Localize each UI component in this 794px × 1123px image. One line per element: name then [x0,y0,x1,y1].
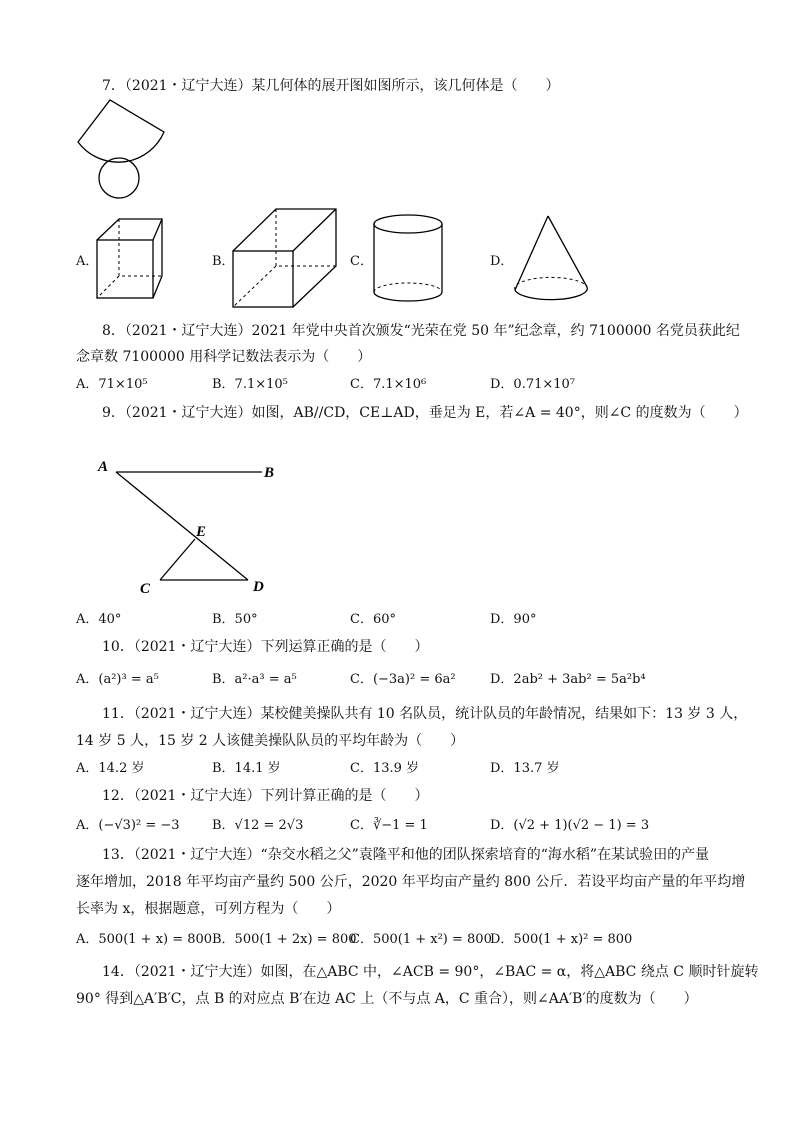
q8-option-c: C．7.1×10⁶ [350,377,427,392]
q12-option-d: D．(√2 + 1)(√2 − 1) = 3 [490,818,650,833]
point-label-a: A [98,459,109,475]
q11-option-b: B．14.1 岁 [212,761,281,776]
q10-option-c: C．(−3a)² = 6a² [350,672,456,687]
q7-option-d: D． [490,254,514,269]
q7-option-c: C． [350,254,373,269]
q12-option-c: C．∛−1 = 1 [350,818,428,833]
q10-option-a: A．(a²)³ = a⁵ [76,672,159,687]
point-label-d: D [253,579,264,595]
q8-stem-line2: 念章数 7100000 用科学记数法表示为（ ） [76,349,372,365]
q14-stem-line2: 90° 得到△A′B′C，点 B 的对应点 B′在边 AC 上（不与点 A，C 重合），则∠AA′B′的度数为（ ） [76,991,698,1007]
q12-stem: 12．（2021・辽宁大连）下列计算正确的是（ ） [102,788,429,804]
q9-option-b: B．50° [212,612,258,627]
q7-cube-figure [94,216,166,304]
q7-option-b: B． [212,254,235,269]
segment-ce [160,539,195,580]
q8-stem-line1: 8．（2021・辽宁大连）2021 年党中央首次颁发“光荣在党 50 年”纪念章，约 7100000 名党员获此纪 [102,323,740,339]
q13-stem-line1: 13．（2021・辽宁大连）“杂交水稻之父”袁隆平和他的团队探索培育的“海水稻”在某试验田的产量 [102,847,710,863]
point-label-b: B [264,465,275,481]
q11-stem-line1: 11．（2021・辽宁大连）某校健美操队共有 10 名队员，统计队员的年龄情况，结果如下：13 岁 3 人， [102,706,748,722]
q11-option-a: A．14.2 岁 [76,761,145,776]
q13-option-d: D．500(1 + x)² = 800 [490,932,633,947]
q11-option-c: C．13.9 岁 [350,761,420,776]
q13-option-c: C．500(1 + x²) = 800 [350,932,492,947]
q13-option-a: A．500(1 + x) = 800 [76,932,213,947]
q13-option-b: B．500(1 + 2x) = 800 [212,932,357,947]
q10-option-d: D．2ab² + 3ab² = 5a²b⁴ [490,672,646,687]
q11-stem-line2: 14 岁 5 人，15 岁 2 人该健美操队队员的平均年龄为（ ） [76,733,465,749]
q12-option-b: B．√12 = 2√3 [212,818,304,833]
q9-geometry-figure [92,452,282,602]
point-label-c: C [140,581,151,597]
q8-option-a: A．71×10⁵ [76,377,148,392]
q7-cuboid-figure [230,206,340,310]
q8-option-b: B．7.1×10⁵ [212,377,288,392]
q14-stem-line1: 14．（2021・辽宁大连）如图，在△ABC 中，∠ACB = 90°，∠BAC = α，将△ABC 绕点 C 顺时针旋转 [102,964,759,980]
segment-ad [116,472,248,580]
q13-stem-line3: 长率为 x，根据题意，可列方程为（ ） [76,901,341,917]
q9-option-c: C．60° [350,612,396,627]
q7-cylinder-figure [368,212,450,304]
q10-stem: 10．（2021・辽宁大连）下列运算正确的是（ ） [102,639,429,655]
q9-option-d: D．90° [490,612,537,627]
q13-stem-line2: 逐年增加，2018 年平均亩产量约 500 公斤，2020 年平均亩产量约 800 公斤．若设平均亩产量的年平均增 [76,874,746,890]
q10-option-b: B．a²·a³ = a⁵ [212,672,297,687]
q9-option-a: A．40° [76,612,122,627]
q12-option-a: A．(−√3)² = −3 [76,818,180,833]
q7-cone-figure [512,212,592,304]
q8-option-d: D．0.71×10⁷ [490,377,576,392]
q11-option-d: D．13.7 岁 [490,761,560,776]
q7-stem: 7．（2021・辽宁大连）某几何体的展开图如图所示，该几何体是（ ） [102,78,560,94]
q9-stem: 9．（2021・辽宁大连）如图，AB//CD，CE⊥AD，垂足为 E，若∠A = 40°，则∠C 的度数为（ ） [102,405,748,421]
point-label-e: E [196,524,207,540]
q7-net-figure [70,95,170,205]
q7-option-a: A． [76,254,99,269]
